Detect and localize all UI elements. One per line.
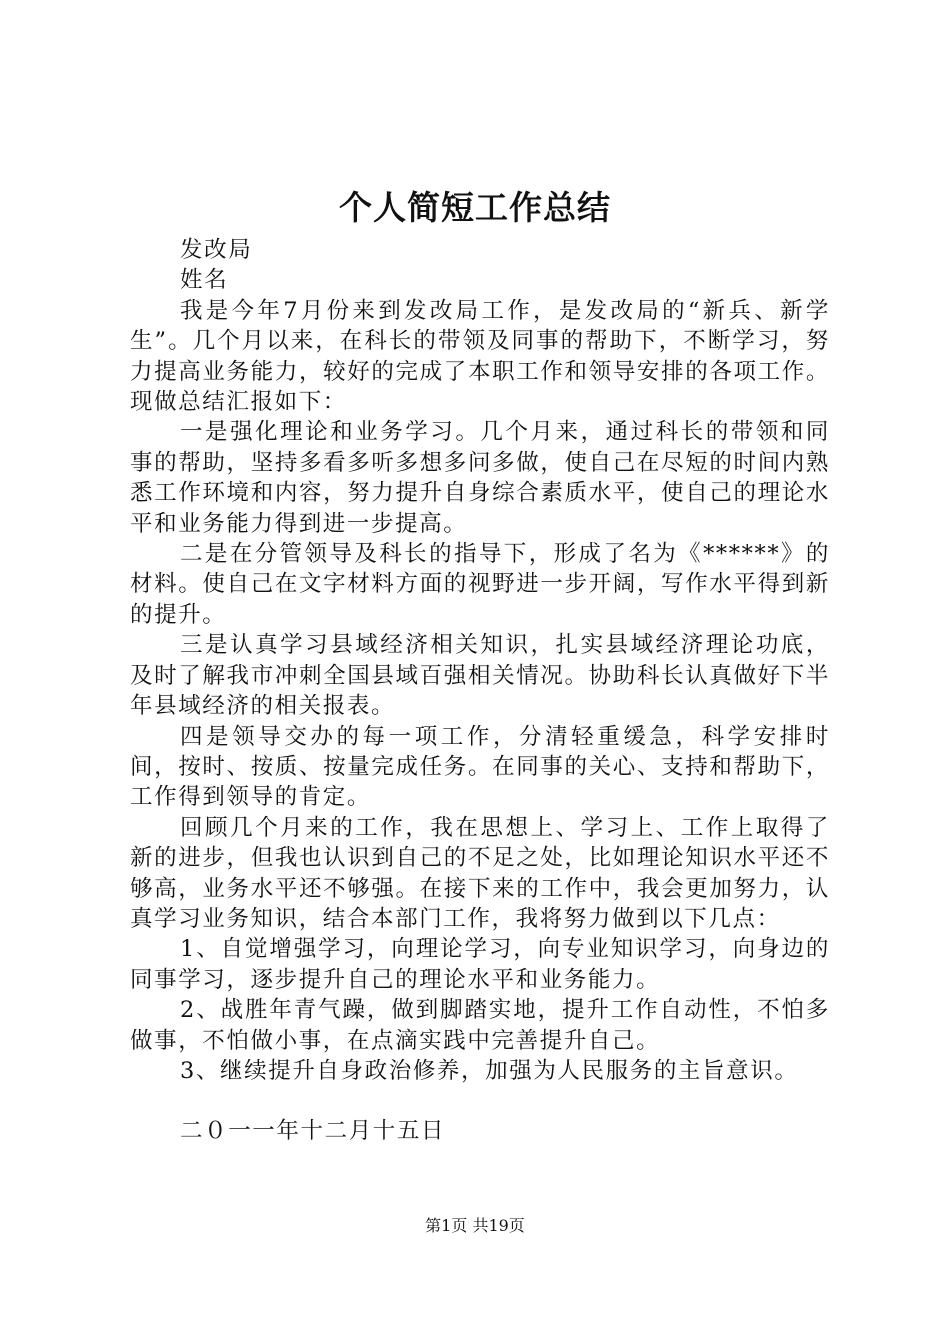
plan-item-3: 3、继续提升自身政治修养，加强为人民服务的主旨意识。	[180, 1057, 799, 1084]
document-date: 二０一一年十二月十五日	[180, 1118, 446, 1145]
paragraph-intro: 我是今年7月份来到发改局工作，是发改局的“新兵、新学生”。几个月以来，在科长的带领及同事的帮助下，不断学习，努力提高业务能力，较好的完成了本职工作和领导安排的各项工作。现做总结汇报如下：	[130, 297, 830, 416]
document-body	[130, 235, 830, 1147]
page-footer: 第1页 共19页	[425, 1216, 525, 1235]
department-line: 发改局	[180, 237, 253, 263]
name-line: 姓名	[180, 267, 229, 294]
document-title: 个人简短工作总结	[339, 188, 611, 227]
plan-item-1: 1、自觉增强学习，向理论学习，向专业知识学习，向身边的同事学习，逐步提升自己的理论水平和业务能力。	[130, 936, 830, 993]
spacer	[130, 1086, 830, 1116]
paragraph-point-2: 二是在分管领导及科长的指导下，形成了名为《******》的材料。使自己在文字材料方面的视野进一步开阔，写作水平得到新的提升。	[130, 541, 830, 628]
paragraph-point-1: 一是强化理论和业务学习。几个月来，通过科长的带领和同事的帮助，坚持多看多听多想多问多做，使自己在尽短的时间内熟悉工作环境和内容，努力提升自身综合素质水平，使自己的理论水平和业务能力得到进一步提高。	[130, 419, 830, 537]
paragraph-point-3: 三是认真学习县域经济相关知识，扎实县域经济理论功底，及时了解我市冲刺全国县域百强相关情况。协助科长认真做好下半年县域经济的相关报表。	[130, 632, 830, 720]
paragraph-review: 回顾几个月来的工作，我在思想上、学习上、工作上取得了新的进步，但我也认识到自己的不足之处，比如理论知识水平还不够高，业务水平还不够强。在接下来的工作中，我会更加努力，认真学习业务知识，结合本部门工作，我将努力做到以下几点：	[130, 814, 830, 932]
plan-item-2: 2、战胜年青气躁，做到脚踏实地，提升工作自动性，不怕多做事，不怕做小事，在点滴实践中完善提升自己。	[130, 997, 830, 1054]
paragraph-point-4: 四是领导交办的每一项工作，分清轻重缓急，科学安排时间，按时、按质、按量完成任务。在同事的关心、支持和帮助下，工作得到领导的肯定。	[130, 723, 830, 811]
